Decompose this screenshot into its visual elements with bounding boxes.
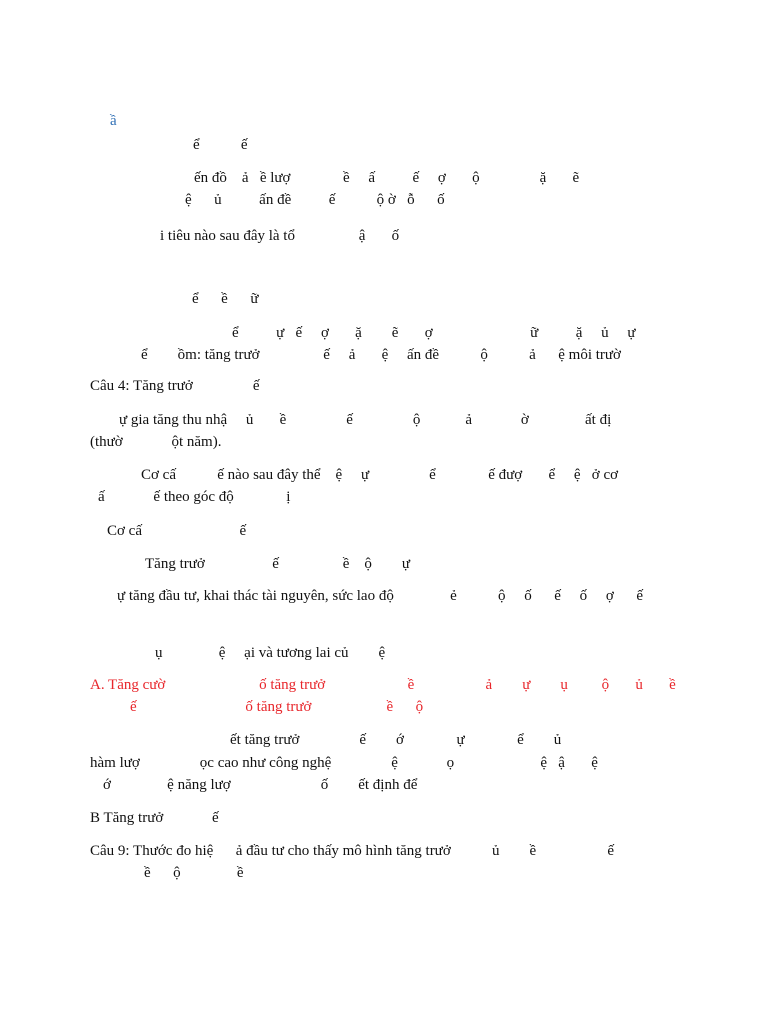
question-line: i tiêu nào sau đây là tổ ậ ố xyxy=(160,228,400,244)
section-heading: ầ xyxy=(110,113,117,129)
text-line: ự gia tăng thu nhậ ủ ề ế ộ ả ờ ất đị xyxy=(119,412,612,428)
text-line: Tăng trưở ế ề ộ ự xyxy=(145,556,410,572)
text-line: ề ộ ề xyxy=(144,865,244,881)
question-heading: Câu 4: Tăng trưở ế xyxy=(90,378,260,394)
text-line: Cơ cấ ế xyxy=(107,523,247,539)
text-line: ấ ế theo góc độ ị xyxy=(98,489,291,505)
text-line: ể ự ế ợ ặ ẽ ợ ữ ặ ủ ự xyxy=(232,325,636,341)
text-line: ự tăng đầu tư, khai thác tài nguyên, sức lao độ ẻ ộ ố ế ố ợ ế xyxy=(117,588,643,604)
text-line: ể ế xyxy=(193,137,248,153)
text-line: ể ồm: tăng trưở ế ả ệ ấn đề ộ ả ệ môi trườ xyxy=(141,347,621,363)
text-line: (thườ ột năm). xyxy=(90,434,222,450)
text-line: hàm lượ ọc cao như công nghệ ệ ọ ệ ậ ệ xyxy=(90,755,598,771)
text-line: B Tăng trưở ế xyxy=(90,810,219,826)
text-line: ết tăng trưở ế ớ ự ể ủ xyxy=(230,732,562,748)
answer-line-highlighted: A. Tăng cườ ố tăng trưở ề ả ự ụ ộ ủ ề xyxy=(90,677,676,693)
question-heading: Câu 9: Thước đo hiệ ả đầu tư cho thấy mô hình tăng trưở ủ ề ế xyxy=(90,843,615,859)
text-line: ến đồ ả ề lượ ề ấ ế ợ ộ ặ ẽ xyxy=(194,170,580,186)
question-line: Cơ cấ ế nào sau đây thể ệ ự ể ế đượ ể ệ ở cơ xyxy=(141,467,619,483)
text-line: ệ ủ ấn đề ế ộ ờ ỗ ố xyxy=(185,192,445,208)
text-line: ể ề ữ xyxy=(192,291,259,307)
text-line: ớ ệ năng lượ ố ết định để xyxy=(103,777,418,793)
answer-line-highlighted: ế ố tăng trưở ề ộ xyxy=(130,699,424,715)
text-line: ụ ệ ại và tương lai củ ệ xyxy=(155,645,386,661)
